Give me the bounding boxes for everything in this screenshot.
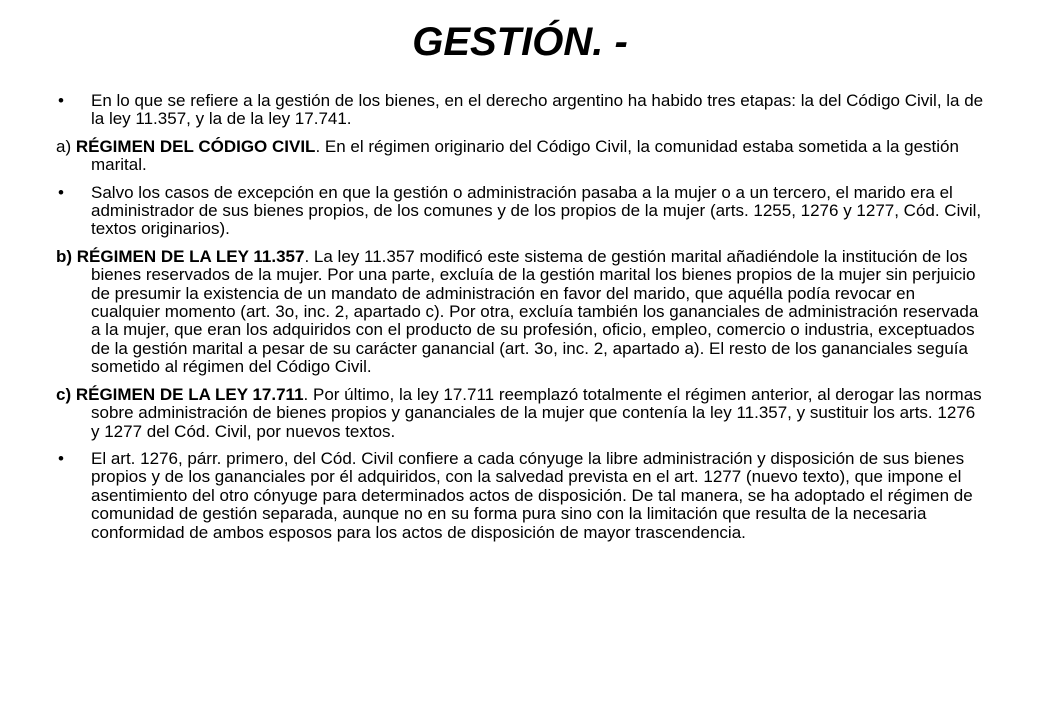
bullet-mark: •	[58, 448, 64, 468]
paragraph-intro	[56, 92, 986, 129]
paragraph-excepcion	[56, 184, 986, 239]
paragraph-heading: RÉGIMEN DEL CÓDIGO CIVIL	[75, 136, 316, 156]
paragraph-regimen-codigo-civil	[56, 138, 986, 175]
paragraph-regimen-ley-17711	[56, 386, 986, 441]
paragraph-text: . Por último, la ley 17.711 reemplazó totalmente el régimen anterior, al derogar las normas sobre administración de bienes propios y gananciales de la mujer que contenía la ley 11.357, y sustituir los arts. 1276 y 1277 del Cód. Civil, por nuevos textos.	[91, 384, 982, 441]
paragraph-heading: b) RÉGIMEN DE LA LEY 11.357	[56, 246, 305, 266]
paragraph-text: En lo que se refiere a la gestión de los bienes, en el derecho argentino ha habido tres etapas: la del Código Civil, la de la ley 11.357, y la de la ley 17.741.	[91, 91, 984, 129]
bullet-mark: •	[58, 91, 64, 110]
paragraph-text: El art. 1276, párr. primero, del Cód. Civil confiere a cada cónyuge la libre administración y disposición de sus bienes propios y de los gananciales por él adquiridos, con la salvedad prevista en el art. 1277 (nuevo texto), que impone el asentimiento del otro cónyuge para determinados actos de disposición. De tal manera, se ha adoptado el régimen de comunidad de gestión separada, aunque no en su forma pura sino con la limitación que resulta de la necesaria conformidad de ambos esposos para los actos de disposición de mayor trascendencia.	[91, 448, 973, 542]
paragraph-heading: c) RÉGIMEN DE LA LEY 17.711	[56, 384, 304, 404]
paragraph-regimen-ley-11357	[56, 248, 986, 377]
paragraph-prefix: a)	[56, 136, 76, 156]
paragraph-text: . En el régimen originario del Código Civil, la comunidad estaba sometida a la gestión marital.	[91, 136, 959, 175]
slide-body	[56, 92, 986, 551]
bullet-mark: •	[58, 182, 64, 202]
paragraph-text: Salvo los casos de excepción en que la gestión o administración pasaba a la mujer o a un tercero, el marido era el administrador de sus bienes propios, de los comunes y de los propios de la mujer (arts. 1255, 1276 y 1277, Cód. Civil, textos originarios).	[91, 182, 982, 239]
paragraph-art-1276	[56, 450, 986, 542]
slide-title: GESTIÓN. -	[412, 20, 628, 64]
paragraph-text: . La ley 11.357 modificó este sistema de gestión marital añadiéndole la institución de los bienes reservados de la mujer. Por una parte, excluía de la gestión marital los bienes propios de la mujer sin perjuicio de presumir la existencia de un mandato de administración en favor del marido, que aquélla podía revocar en cualquier momento (art. 3o, inc. 2, apartado c). Por otra, excluía también los gananciales de administración reservada a la mujer, que eran los adquiridos con el producto de su profesión, oficio, empleo, comercio o industria, exceptuados de la gestión marital a pesar de su carácter ganancial (art. 3o, inc. 2, apartado a). El resto de los gananciales seguía sometido al régimen del Código Civil.	[91, 246, 979, 377]
